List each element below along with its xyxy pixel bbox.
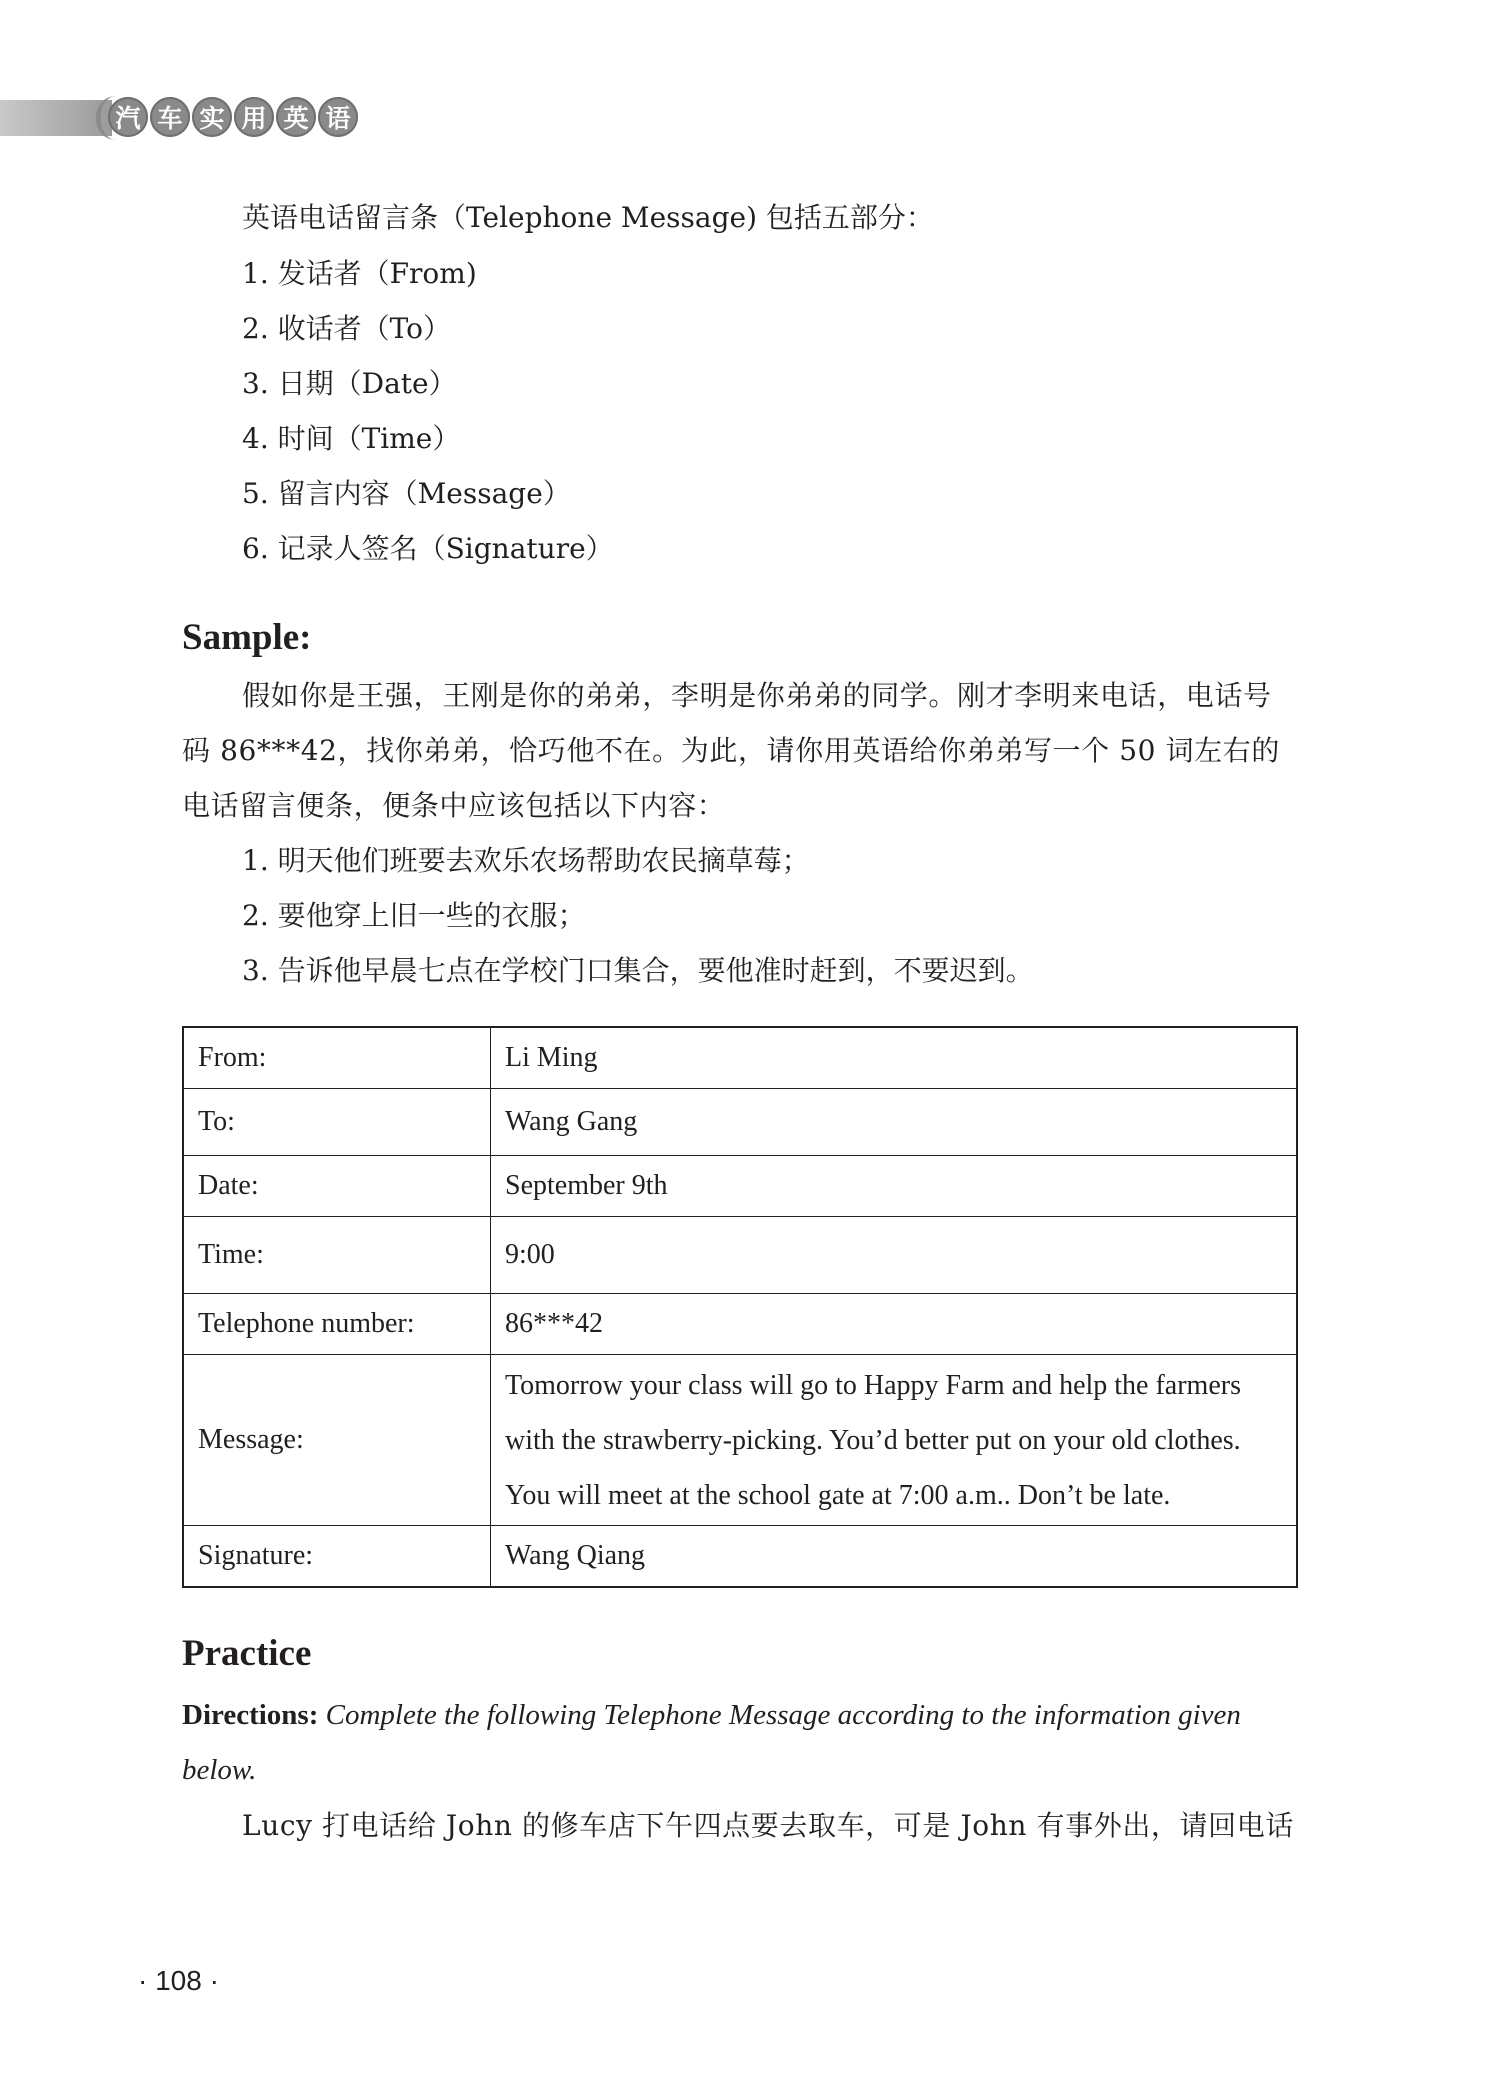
table-row [183,1355,1297,1526]
directions-text: Complete the following Telephone Message according to the information given below. [182,1699,1241,1786]
intro-list [182,246,1298,576]
list-item: 1. 发话者（From) [242,257,477,290]
table-row [183,1156,1297,1217]
book-title-char: 汽 [108,97,148,137]
running-header [0,96,360,140]
table-label-cell: Time: [183,1217,491,1294]
directions [182,1688,1298,1798]
list-item: 5. 留言内容（Message） [242,477,571,510]
list-item: 3. 告诉他早晨七点在学校门口集合，要他准时赶到，不要迟到。 [242,954,1034,987]
directions-label: Directions: [182,1699,319,1731]
sample-list [182,833,1298,998]
table-value-cell: Wang Qiang [491,1526,1298,1588]
page-content [182,190,1298,1853]
message-text-cell: Tomorrow your class will go to Happy Farm and help the farmers with the strawberry-picking. You’d better put on your old clothes. You will meet at the school gate at 7:00 a.m.. Don’t be late. [491,1355,1298,1526]
table-label-cell: Date: [183,1156,491,1217]
practice-heading: Practice [182,1633,312,1674]
book-title-char: 语 [318,97,358,137]
practice-paragraph: Lucy 打电话给 John 的修车店下午四点要去取车，可是 John 有事外出，请回电话 [242,1809,1294,1842]
table-row [183,1217,1297,1294]
book-title [108,97,358,137]
page-number: · 108 · [138,1965,219,1996]
list-item: 2. 收话者（To） [242,312,451,345]
table-value-cell: 86***42 [491,1294,1298,1355]
table-row [183,1294,1297,1355]
table-value-cell: 9:00 [491,1217,1298,1294]
book-title-char: 英 [276,97,316,137]
sample-heading: Sample: [182,617,312,658]
book-title-char: 车 [150,97,190,137]
table-value-cell: Li Ming [491,1027,1298,1089]
table-row [183,1526,1297,1588]
table-label-cell: Signature: [183,1526,491,1588]
table-label-cell: To: [183,1089,491,1156]
list-item: 1. 明天他们班要去欢乐农场帮助农民摘草莓； [242,844,810,877]
list-item: 4. 时间（Time） [242,422,461,455]
list-item: 2. 要他穿上旧一些的衣服； [242,899,586,932]
list-item: 3. 日期（Date） [242,367,457,400]
intro-text: 英语电话留言条（Telephone Message) 包括五部分： [242,201,934,234]
table-label-cell: Message: [183,1355,491,1526]
book-title-char: 实 [192,97,232,137]
table-value-cell: September 9th [491,1156,1298,1217]
telephone-message-table [182,1026,1298,1588]
book-title-char: 用 [234,97,274,137]
list-item: 6. 记录人签名（Signature） [242,532,614,565]
table-value-cell: Wang Gang [491,1089,1298,1156]
table-row [183,1027,1297,1089]
table-label-cell: Telephone number: [183,1294,491,1355]
table-row [183,1089,1297,1156]
table-label-cell: From: [183,1027,491,1089]
sample-paragraph: 假如你是王强，王刚是你的弟弟，李明是你弟弟的同学。刚才李明来电话，电话号码 86***42，找你弟弟，恰巧他不在。为此，请你用英语给你弟弟写一个 50 词左右的电话留言便条，便条中应该包括以下内容： [182,679,1280,822]
